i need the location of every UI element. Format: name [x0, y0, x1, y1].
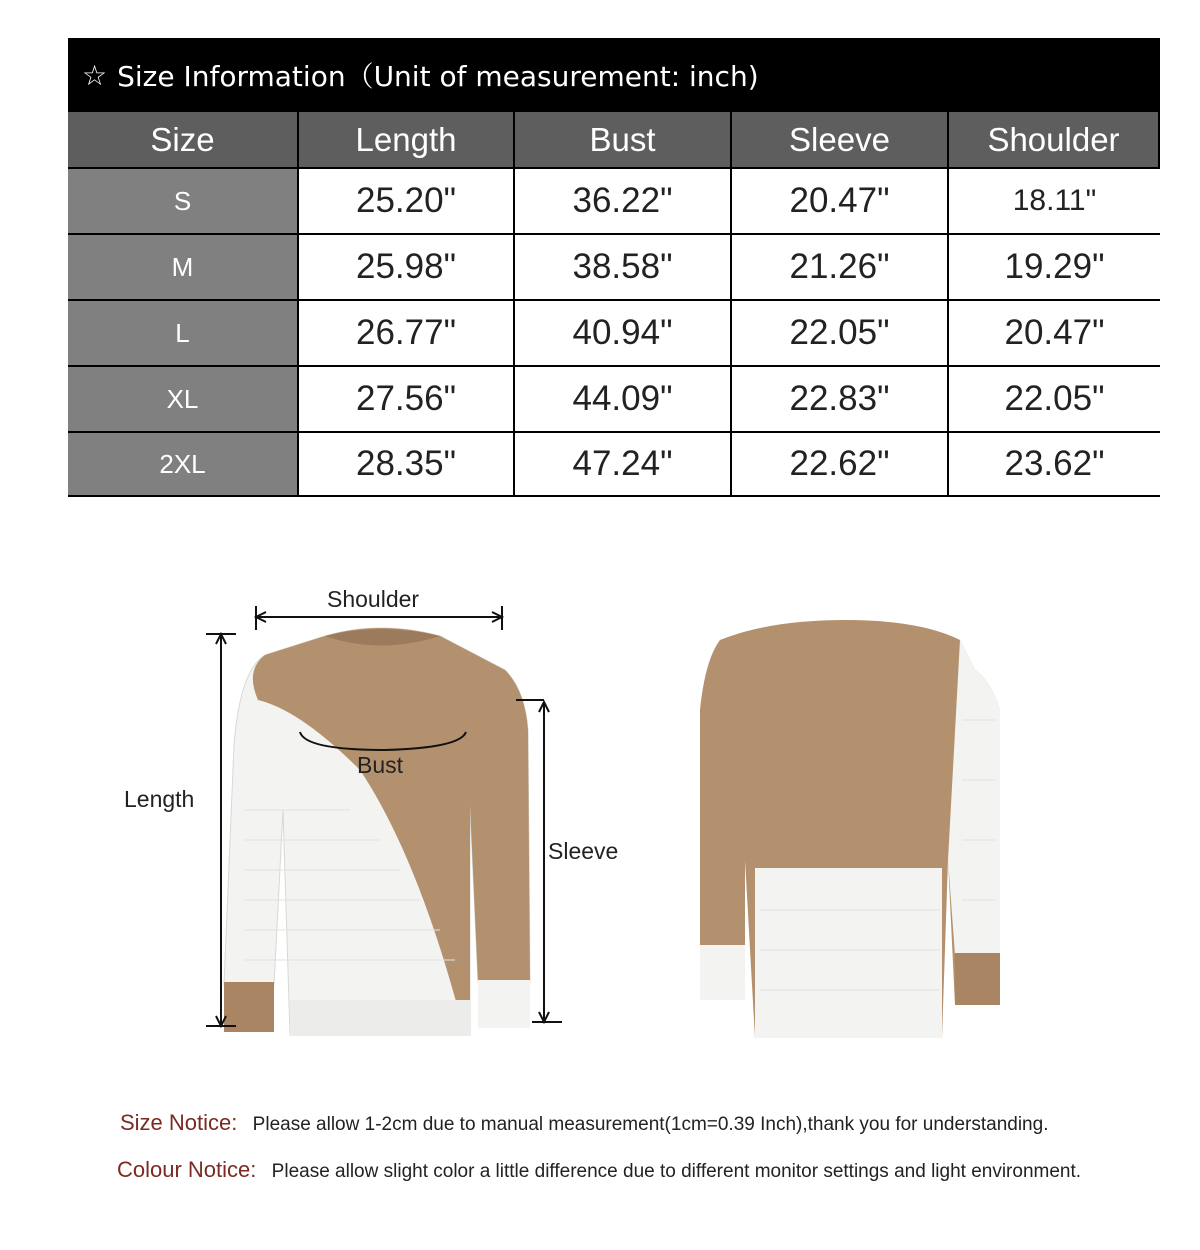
- cell-s-bust: 36.22": [515, 167, 732, 233]
- header-bust: Bust: [515, 112, 732, 167]
- cell-2xl-bust: 47.24": [515, 431, 732, 497]
- colour-notice: [117, 1157, 1187, 1183]
- cell-l-length: 26.77": [299, 299, 515, 365]
- row-label-s: S: [68, 167, 299, 233]
- back-sweater-image: [700, 620, 1000, 1038]
- table-title: [68, 38, 1160, 112]
- cell-l-shoulder: 20.47": [949, 299, 1160, 365]
- cell-xl-length: 27.56": [299, 365, 515, 431]
- row-label-2xl: 2XL: [68, 431, 299, 497]
- cell-m-length: 25.98": [299, 233, 515, 299]
- size-notice-text: Please allow 1-2cm due to manual measurement(1cm=0.39 Inch),thank you for understanding.: [252, 1114, 1049, 1135]
- row-label-xl: XL: [68, 365, 299, 431]
- cell-s-sleeve: 20.47": [732, 167, 949, 233]
- size-grid: [68, 112, 1160, 497]
- cell-m-bust: 38.58": [515, 233, 732, 299]
- size-notice-label: Size Notice:: [120, 1110, 238, 1135]
- cell-m-sleeve: 21.26": [732, 233, 949, 299]
- cell-2xl-length: 28.35": [299, 431, 515, 497]
- sleeve-label: Sleeve: [548, 838, 619, 864]
- cell-xl-shoulder: 22.05": [949, 365, 1160, 431]
- table-title-text: Size Information（Unit of measurement: inch): [117, 60, 759, 93]
- cell-2xl-shoulder: 23.62": [949, 431, 1160, 497]
- size-notice: [120, 1110, 1180, 1136]
- front-sweater-image: [224, 628, 530, 1035]
- cell-s-shoulder: 18.11": [949, 167, 1160, 233]
- measurement-diagram: [0, 560, 1200, 1060]
- header-size: Size: [68, 112, 299, 167]
- colour-notice-label: Colour Notice:: [117, 1157, 257, 1182]
- size-table: [68, 38, 1160, 497]
- cell-l-sleeve: 22.05": [732, 299, 949, 365]
- row-label-m: M: [68, 233, 299, 299]
- cell-s-length: 25.20": [299, 167, 515, 233]
- shoulder-label: Shoulder: [327, 586, 420, 612]
- row-label-l: L: [68, 299, 299, 365]
- colour-notice-text: Please allow slight color a little difference due to different monitor settings and light environment.: [271, 1161, 1082, 1182]
- star-icon: ☆: [82, 58, 108, 92]
- cell-l-bust: 40.94": [515, 299, 732, 365]
- cell-xl-bust: 44.09": [515, 365, 732, 431]
- bust-label: Bust: [357, 752, 404, 778]
- length-label: Length: [124, 786, 195, 812]
- header-sleeve: Sleeve: [732, 112, 949, 167]
- cell-m-shoulder: 19.29": [949, 233, 1160, 299]
- cell-2xl-sleeve: 22.62": [732, 431, 949, 497]
- cell-xl-sleeve: 22.83": [732, 365, 949, 431]
- header-shoulder: Shoulder: [949, 112, 1160, 167]
- header-length: Length: [299, 112, 515, 167]
